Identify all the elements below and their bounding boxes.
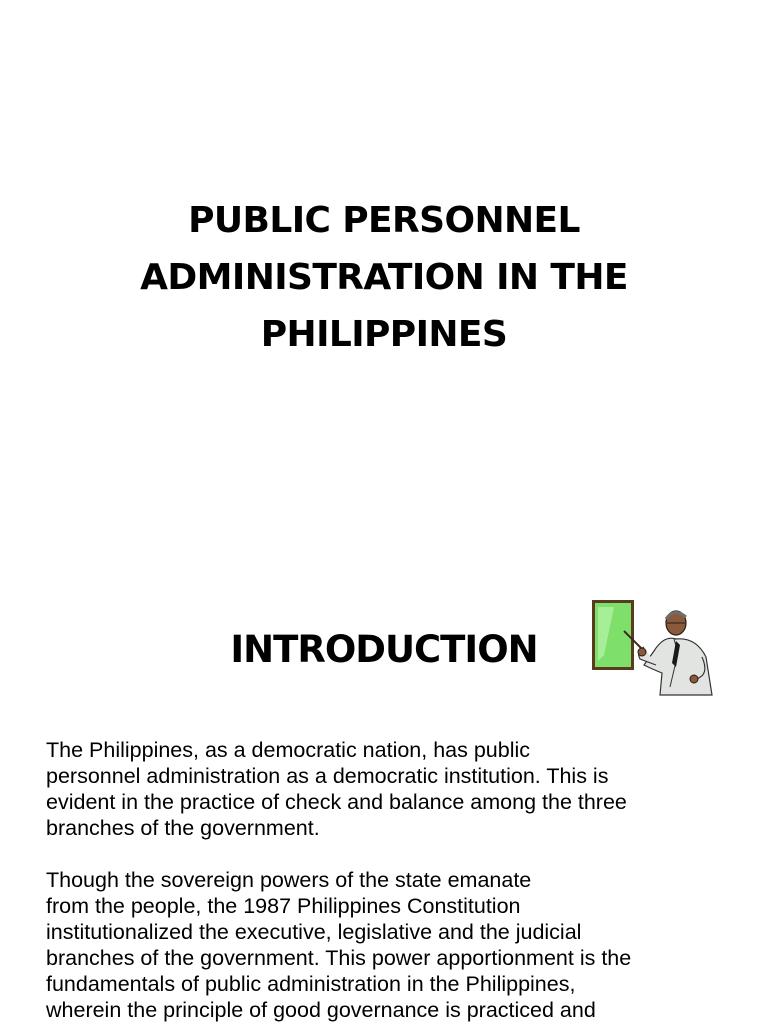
- text-line-content: The Philippines, as a democratic nation, has public: [46, 738, 531, 762]
- title-line: PUBLIC PERSONNEL: [188, 200, 580, 241]
- introduction-heading: INTRODUCTION: [230, 628, 538, 671]
- text-line: wherein the principle of good governance is practiced and: [46, 998, 596, 1022]
- text-line: evident in the practice of check and balance among the three: [46, 790, 627, 814]
- text-line: from the people, the 1987 Philippines Constitution: [46, 894, 521, 918]
- text-line: fundamentals of public administration in the Philippines,: [46, 972, 576, 996]
- introduction-body: [46, 737, 746, 1024]
- text-line: institutionalized the executive, legislative and the judicial: [46, 920, 582, 944]
- text-line-content: Though the sovereign powers of the state emanate: [46, 868, 532, 892]
- text-line: [46, 867, 746, 893]
- title-line: PHILIPPINES: [260, 314, 508, 355]
- text-line: personnel administration as a democratic institution. This is: [46, 764, 609, 788]
- paragraph: [46, 737, 746, 841]
- text-line: [46, 737, 746, 763]
- title-line: ADMINISTRATION IN THE: [140, 257, 628, 298]
- text-line: branches of the government.: [46, 816, 320, 840]
- teacher-at-chalkboard-icon: [584, 595, 716, 705]
- document-title: [80, 192, 688, 363]
- text-line: branches of the government. This power apportionment is the: [46, 946, 632, 970]
- paragraph: [46, 867, 746, 1023]
